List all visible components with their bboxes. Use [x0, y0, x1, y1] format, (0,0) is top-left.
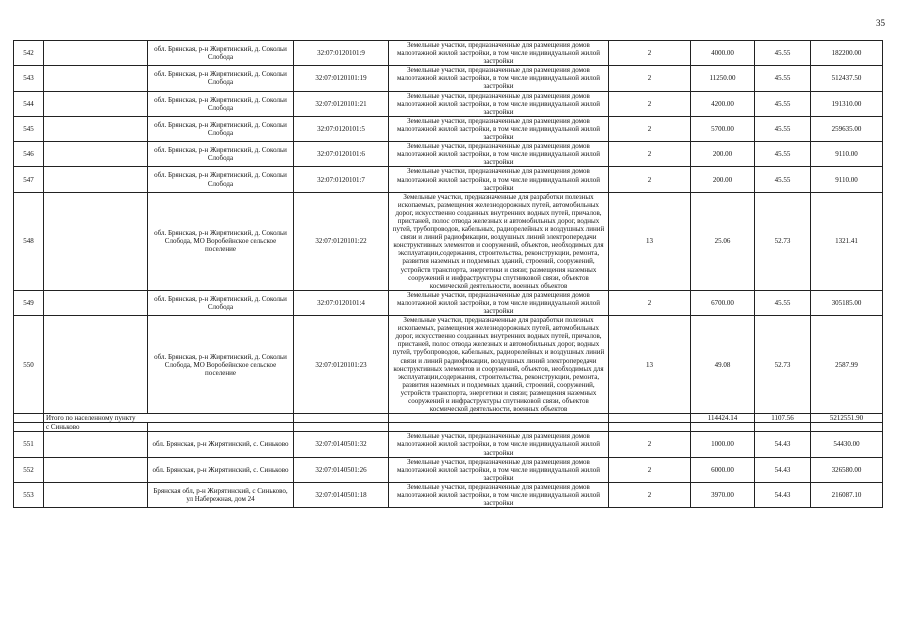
location-cell: обл. Брянская, р-н Жирятинский, д. Сокольи Слобода: [148, 66, 294, 91]
total-rate: 1107.56: [755, 414, 811, 423]
blank-cell: [44, 66, 148, 91]
cost-cell: 216087.10: [811, 482, 883, 507]
location-cell: обл. Брянская, р-н Жирятинский, д. Сокольи Слобода: [148, 290, 294, 315]
cost-cell: 9110.00: [811, 142, 883, 167]
purpose-cell: Земельные участки, предназначенные для размещения домов малоэтажной жилой застройки, в том числе индивидуальной жилой застройки: [389, 482, 609, 507]
rate-cell: 45.55: [755, 142, 811, 167]
table-row: [14, 482, 883, 507]
purpose-cell: Земельные участки, предназначенные для размещения домов малоэтажной жилой застройки, в том числе индивидуальной жилой застройки: [389, 167, 609, 192]
category-cell: 2: [609, 66, 691, 91]
rate-cell: 45.55: [755, 116, 811, 141]
blank-cell: [44, 116, 148, 141]
category-cell: 2: [609, 142, 691, 167]
table-row: [14, 142, 883, 167]
cadastral-number: 32:07:0120101:9: [294, 41, 389, 66]
settlement-empty-cell: [609, 423, 691, 432]
row-number: 553: [14, 482, 44, 507]
blank-cell: [44, 142, 148, 167]
cost-cell: 2587.99: [811, 316, 883, 414]
table-row: [14, 41, 883, 66]
category-cell: 2: [609, 41, 691, 66]
total-area: 114424.14: [691, 414, 755, 423]
category-cell: 2: [609, 91, 691, 116]
rate-cell: 45.55: [755, 167, 811, 192]
location-cell: обл. Брянская, р-н Жирятинский, д. Сокольи Слобода: [148, 167, 294, 192]
total-label: Итого по населенному пункту: [44, 414, 294, 423]
cost-cell: 9110.00: [811, 167, 883, 192]
settlement-num-cell: [14, 423, 44, 432]
rate-cell: 45.55: [755, 41, 811, 66]
cadastral-number: 32:07:0140501:32: [294, 432, 389, 457]
category-cell: 2: [609, 116, 691, 141]
table-row: [14, 432, 883, 457]
area-cell: 4200.00: [691, 91, 755, 116]
rows-before-total: [14, 41, 883, 414]
blank-cell: [44, 290, 148, 315]
area-cell: 25.06: [691, 192, 755, 290]
location-cell: обл. Брянская, р-н Жирятинский, с. Синьково: [148, 457, 294, 482]
area-cell: 200.00: [691, 167, 755, 192]
cost-cell: 512437.50: [811, 66, 883, 91]
settlement-empty-cell: [811, 423, 883, 432]
total-category-cell: [609, 414, 691, 423]
rows-after-total: [14, 432, 883, 508]
purpose-cell: Земельные участки, предназначенные для размещения домов малоэтажной жилой застройки, в том числе индивидуальной жилой застройки: [389, 66, 609, 91]
area-cell: 49.08: [691, 316, 755, 414]
blank-cell: [44, 482, 148, 507]
location-cell: обл. Брянская, р-н Жирятинский, д. Сокольи Слобода, МО Воробейнское сельское поселение: [148, 192, 294, 290]
category-cell: 2: [609, 432, 691, 457]
purpose-cell: Земельные участки, предназначенные для размещения домов малоэтажной жилой застройки, в том числе индивидуальной жилой застройки: [389, 91, 609, 116]
row-number: 547: [14, 167, 44, 192]
row-number: 544: [14, 91, 44, 116]
cadastral-number: 32:07:0140501:18: [294, 482, 389, 507]
category-cell: 2: [609, 482, 691, 507]
total-row: [14, 414, 883, 423]
cadastral-number: 32:07:0120101:23: [294, 316, 389, 414]
cadastral-number: 32:07:0120101:22: [294, 192, 389, 290]
row-number: 548: [14, 192, 44, 290]
area-cell: 1000.00: [691, 432, 755, 457]
cost-cell: 191310.00: [811, 91, 883, 116]
cost-cell: 1321.41: [811, 192, 883, 290]
settlement-empty-cell: [294, 423, 389, 432]
cost-cell: 54430.00: [811, 432, 883, 457]
purpose-cell: Земельные участки, предназначенные для размещения домов малоэтажной жилой застройки, в том числе индивидуальной жилой застройки: [389, 457, 609, 482]
total-num-cell: [14, 414, 44, 423]
row-number: 550: [14, 316, 44, 414]
row-number: 542: [14, 41, 44, 66]
area-cell: 6700.00: [691, 290, 755, 315]
blank-cell: [44, 167, 148, 192]
category-cell: 2: [609, 167, 691, 192]
land-cadastral-table: [13, 40, 883, 508]
purpose-cell: Земельные участки, предназначенные для размещения домов малоэтажной жилой застройки, в том числе индивидуальной жилой застройки: [389, 432, 609, 457]
category-cell: 13: [609, 192, 691, 290]
table-row: [14, 192, 883, 290]
location-cell: обл. Брянская, р-н Жирятинский, д. Сокольи Слобода: [148, 142, 294, 167]
location-cell: обл. Брянская, р-н Жирятинский, с. Синьково: [148, 432, 294, 457]
rate-cell: 52.73: [755, 316, 811, 414]
purpose-cell: Земельные участки, предназначенные для разработки полезных ископаемых, размещения железнодорожных путей, автомобильных дорог, искусственно созданных внутренних водных путей, причалов, пристаней, полос отвода железных и автомобильных дорог, водных путей, трубопроводов, кабельных, радиорелейных и воздушных линий связи и линий радиофикации, воздушных линий электропередачи конструктивных элементов и сооружений, объектов, необходимых для эксплуатации,содержания, строительства, реконструкции, ремонта, развития наземных и подземных зданий, строений, сооружений, устройств транспорта, энергетики и связи; размещения наземных сооружений и инфраструктуры спутниковой связи, объектов космической деятельности, военных объектов: [389, 192, 609, 290]
table-row: [14, 167, 883, 192]
location-cell: обл. Брянская, р-н Жирятинский, д. Сокольи Слобода: [148, 116, 294, 141]
cost-cell: 326580.00: [811, 457, 883, 482]
cost-cell: 259635.00: [811, 116, 883, 141]
row-number: 551: [14, 432, 44, 457]
purpose-cell: Земельные участки, предназначенные для размещения домов малоэтажной жилой застройки, в том числе индивидуальной жилой застройки: [389, 290, 609, 315]
rate-cell: 54.43: [755, 457, 811, 482]
blank-cell: [44, 91, 148, 116]
rate-cell: 45.55: [755, 290, 811, 315]
cadastral-number: 32:07:0120101:7: [294, 167, 389, 192]
area-cell: 4000.00: [691, 41, 755, 66]
area-cell: 200.00: [691, 142, 755, 167]
total-cadastral-cell: [294, 414, 389, 423]
table-row: [14, 457, 883, 482]
cadastral-number: 32:07:0120101:5: [294, 116, 389, 141]
cadastral-number: 32:07:0140501:26: [294, 457, 389, 482]
location-cell: обл. Брянская, р-н Жирятинский, д. Сокольи Слобода: [148, 41, 294, 66]
cadastral-number: 32:07:0120101:19: [294, 66, 389, 91]
location-cell: Брянская обл, р-н Жирятинский, с Синьково, ул Набережная, дом 24: [148, 482, 294, 507]
rate-cell: 54.43: [755, 432, 811, 457]
purpose-cell: Земельные участки, предназначенные для размещения домов малоэтажной жилой застройки, в том числе индивидуальной жилой застройки: [389, 142, 609, 167]
blank-cell: [44, 432, 148, 457]
blank-cell: [44, 457, 148, 482]
rate-cell: 45.55: [755, 66, 811, 91]
cost-cell: 305185.00: [811, 290, 883, 315]
settlement-empty-cell: [691, 423, 755, 432]
rate-cell: 54.43: [755, 482, 811, 507]
cadastral-number: 32:07:0120101:6: [294, 142, 389, 167]
blank-cell: [44, 316, 148, 414]
purpose-cell: Земельные участки, предназначенные для разработки полезных ископаемых, размещения железнодорожных путей, автомобильных дорог, искусственно созданных внутренних водных путей, причалов, пристаней, полос отвода железных и автомобильных дорог, водных путей, трубопроводов, кабельных, радиорелейных и воздушных линий связи и линий радиофикации, воздушных линий электропередачи конструктивных элементов и сооружений, объектов, необходимых для эксплуатации,содержания, строительства, реконструкции, ремонта, развития наземных и подземных зданий, строений, сооружений, устройств транспорта, энергетики и связи; размещения наземных сооружений и инфраструктуры спутниковой связи, объектов космической деятельности, военных объектов: [389, 316, 609, 414]
cadastral-number: 32:07:0120101:21: [294, 91, 389, 116]
total-cost: 5212551.90: [811, 414, 883, 423]
location-cell: обл. Брянская, р-н Жирятинский, д. Сокольи Слобода: [148, 91, 294, 116]
table-row: [14, 290, 883, 315]
settlement-empty-cell: [148, 423, 294, 432]
purpose-cell: Земельные участки, предназначенные для размещения домов малоэтажной жилой застройки, в том числе индивидуальной жилой застройки: [389, 116, 609, 141]
blank-cell: [44, 192, 148, 290]
total-purpose-cell: [389, 414, 609, 423]
category-cell: 13: [609, 316, 691, 414]
area-cell: 5700.00: [691, 116, 755, 141]
settlement-header-row: [14, 423, 883, 432]
table-row: [14, 66, 883, 91]
area-cell: 6000.00: [691, 457, 755, 482]
area-cell: 11250.00: [691, 66, 755, 91]
area-cell: 3970.00: [691, 482, 755, 507]
table-row: [14, 116, 883, 141]
row-number: 546: [14, 142, 44, 167]
row-number: 552: [14, 457, 44, 482]
location-cell: обл. Брянская, р-н Жирятинский, д. Сокольи Слобода, МО Воробейнское сельское поселение: [148, 316, 294, 414]
rate-cell: 52.73: [755, 192, 811, 290]
settlement-empty-cell: [389, 423, 609, 432]
row-number: 543: [14, 66, 44, 91]
table-row: [14, 316, 883, 414]
category-cell: 2: [609, 290, 691, 315]
page-number: 35: [876, 18, 885, 28]
total-section: [14, 414, 883, 432]
row-number: 549: [14, 290, 44, 315]
rate-cell: 45.55: [755, 91, 811, 116]
table-row: [14, 91, 883, 116]
settlement-name: с Синьково: [44, 423, 148, 432]
cost-cell: 182200.00: [811, 41, 883, 66]
cadastral-number: 32:07:0120101:4: [294, 290, 389, 315]
blank-cell: [44, 41, 148, 66]
settlement-empty-cell: [755, 423, 811, 432]
row-number: 545: [14, 116, 44, 141]
purpose-cell: Земельные участки, предназначенные для размещения домов малоэтажной жилой застройки, в том числе индивидуальной жилой застройки: [389, 41, 609, 66]
category-cell: 2: [609, 457, 691, 482]
